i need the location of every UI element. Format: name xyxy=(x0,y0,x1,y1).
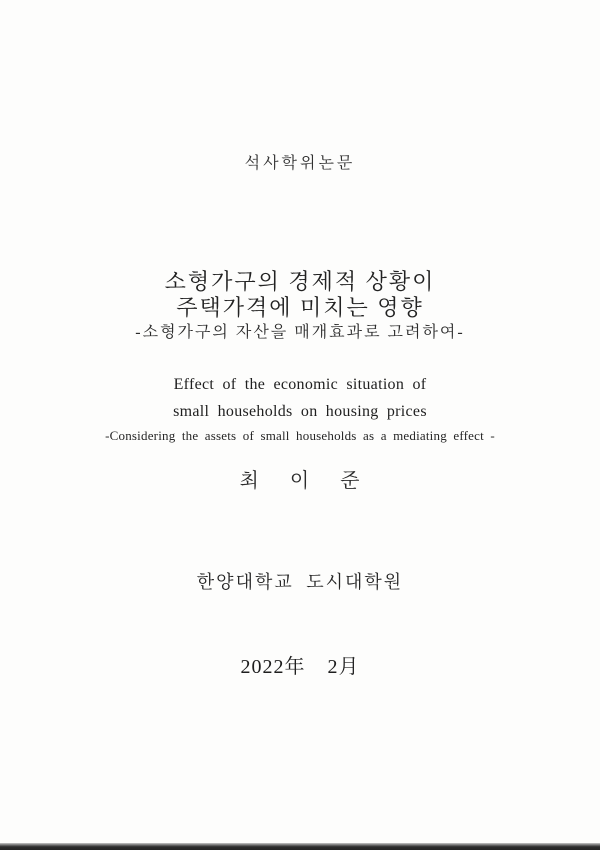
institution-name: 한양대학교 도시대학원 xyxy=(196,572,404,592)
english-subtitle: -Considering the assets of small households as a mediating effect - xyxy=(105,428,495,443)
korean-title-line2: 주택가격에 미치는 영향 xyxy=(176,295,424,320)
thesis-type-label: 석사학위논문 xyxy=(244,155,356,172)
publication-date: 2022年 2月 xyxy=(240,656,360,678)
english-title-block xyxy=(0,371,600,446)
korean-subtitle: -소형가구의 자산을 매개효과로 고려하여- xyxy=(135,324,465,341)
korean-title-line1: 소형가구의 경제적 상황이 xyxy=(164,269,436,294)
korean-title-block xyxy=(0,269,600,344)
english-title-line2: small households on housing prices xyxy=(173,403,427,420)
author-name: 최 이 준 xyxy=(239,470,361,492)
scan-edge-artifact xyxy=(0,843,600,850)
english-title-line1: Effect of the economic situation of xyxy=(173,376,427,393)
